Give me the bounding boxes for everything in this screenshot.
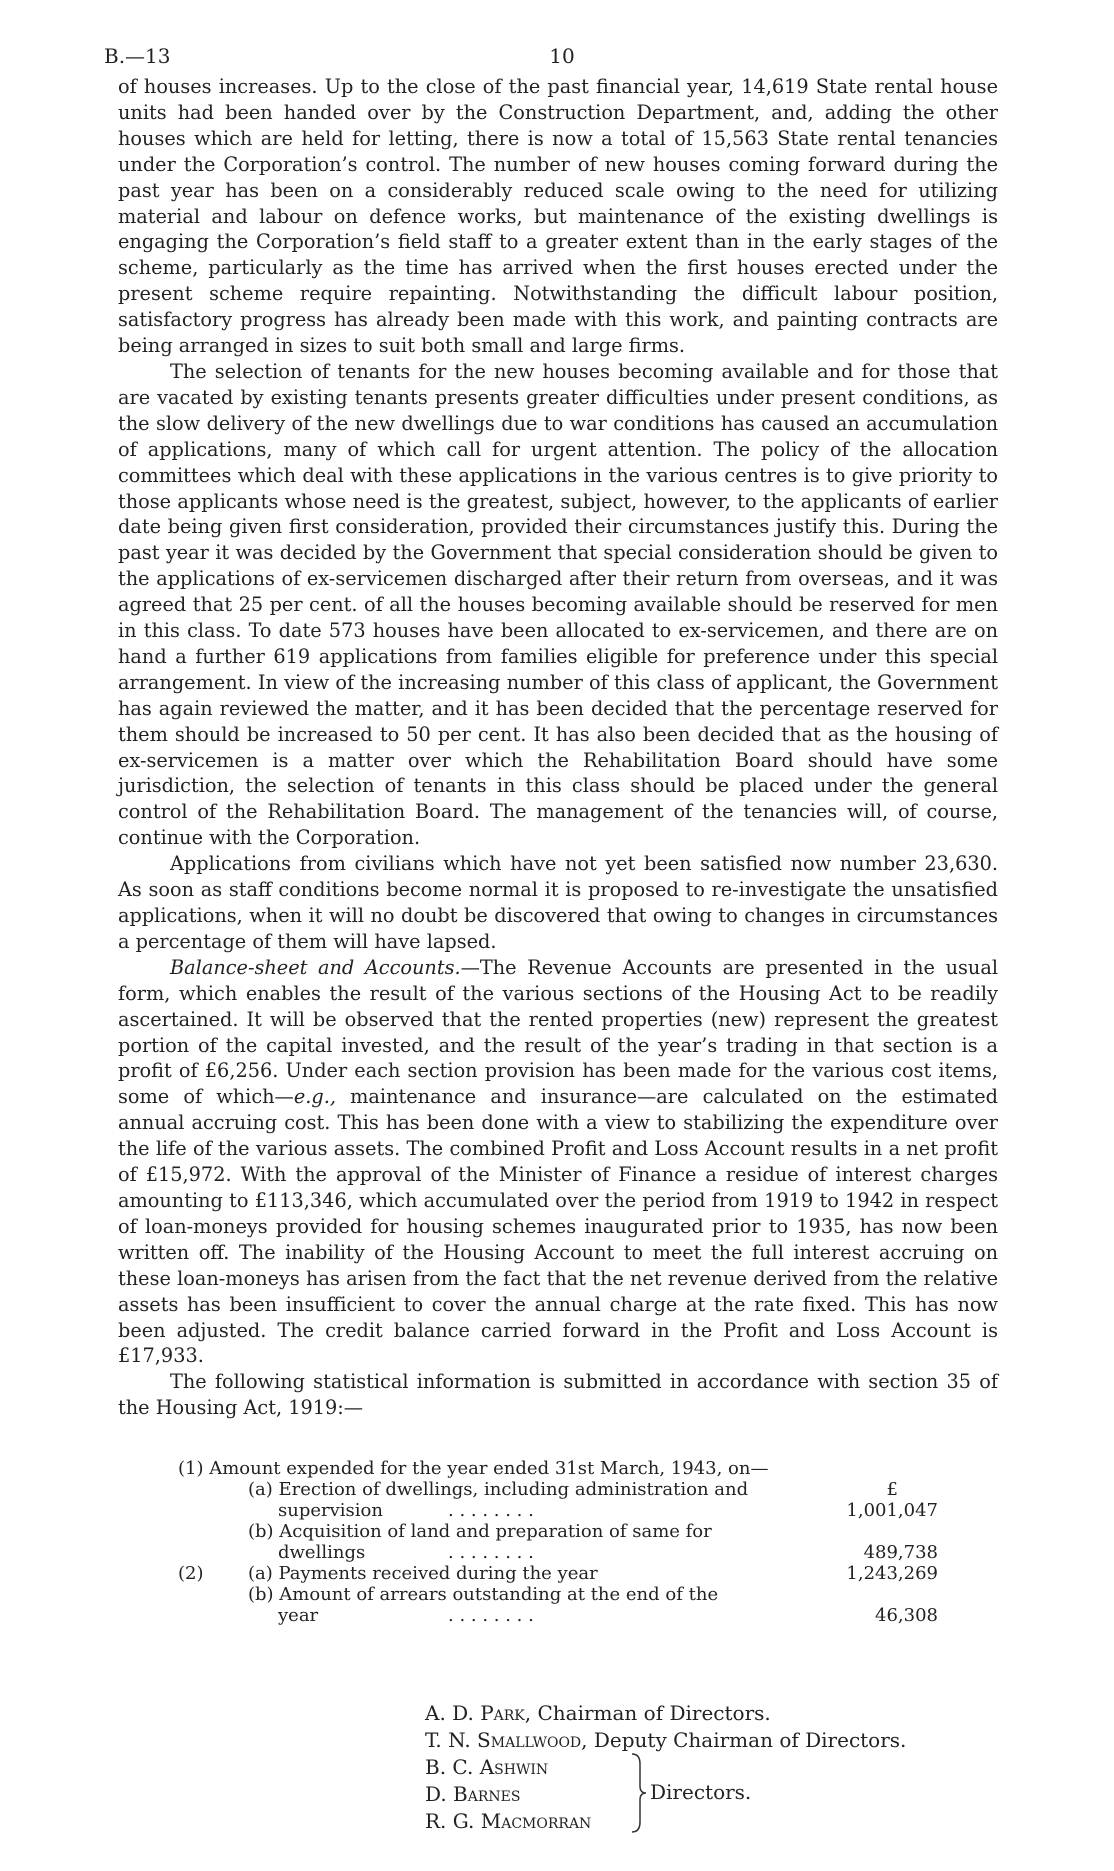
director-name: D. Barnes	[425, 1782, 521, 1806]
brace-icon	[628, 1752, 648, 1834]
stats-row	[118, 1605, 998, 1626]
stats-2b-line1: (b) Amount of arrears outstanding at the end of the	[248, 1584, 719, 1605]
stats-row	[118, 1521, 998, 1542]
director-name: R. G. Macmorran	[425, 1809, 592, 1833]
stats-1b-line2: dwellings	[278, 1542, 366, 1563]
balance-text: —The Revenue Accounts are presented in the usual form, which enables the result of the various sections of the Housing Act to be readily ascertained. It will be observed that the rented properties (new) represent the greatest portion of the capital invested, and the result of the year’s trading in that section is a profit of £6,256. Under each section provision has been made for the various cost items, some of which—	[118, 955, 998, 1109]
stats-2b-value: 46,308	[875, 1605, 938, 1626]
page-number: 10	[549, 44, 575, 68]
stats-1a-line1: (a) Erection of dwellings, including administration and	[248, 1479, 749, 1500]
stats-2a-value: 1,243,269	[846, 1563, 938, 1584]
stats-1b-value: 489,738	[863, 1542, 938, 1563]
currency-symbol: £	[886, 1479, 898, 1500]
directors-label: Directors.	[650, 1780, 752, 1804]
body-text	[118, 74, 998, 1421]
stats-row	[118, 1500, 998, 1521]
stats-row	[118, 1542, 998, 1563]
director-name: B. C. Ashwin	[425, 1755, 549, 1779]
stats-2a-line: (a) Payments received during the year	[248, 1563, 598, 1584]
stats-intro: The following statistical information is submitted in accordance with section 35 of the Housing Act, 1919:—	[118, 1370, 998, 1420]
paragraph-1: of houses increases. Up to the close of the past financial year, 14,619 State rental house units had been handed over by the Construction Department, and, adding the other houses which are held for letting, there is now a total of 15,563 State rental tenancies under the Corporation’s control. The number of new houses coming forward during the past year has been on a considerably reduced scale owing to the need for utilizing material and labour on defence works, but maintenance of the existing dwellings is engaging the Corporation’s field staff to a greater extent than in the early stages of the scheme, particularly as the time has arrived when the first houses erected under the present scheme require repainting. Notwithstanding the difficult labour position, satisfactory progress has already been made with this work, and painting contracts are being arranged in sizes to suit both small and large firms.	[118, 75, 998, 358]
deputy-chairman-title: Deputy Chairman of Directors.	[587, 1728, 907, 1752]
chairman-title: Chairman of Directors.	[531, 1701, 771, 1725]
stats-1a-value: 1,001,047	[846, 1500, 938, 1521]
paragraph-3: Applications from civilians which have not yet been satisfied now number 23,630. As soon as staff conditions become normal it is proposed to re-investigate the unsatisfied applications, when it will no doubt be discovered that owing to changes in circumstances a percentage of them will have lapsed.	[118, 852, 998, 953]
stats-row	[118, 1458, 998, 1479]
paragraph-balance	[118, 955, 998, 1370]
dot-leaders: . . . . . . . .	[448, 1500, 534, 1521]
signatures	[425, 1700, 906, 1835]
dot-leaders: . . . . . . . .	[448, 1542, 534, 1563]
signatory-deputy-chairman	[425, 1727, 906, 1754]
stats-item-1: (1) Amount expended for the year ended 31st March, 1943, on—	[178, 1458, 769, 1479]
report-reference: B.—13	[104, 44, 171, 68]
balance-eg: e.g.,	[293, 1085, 336, 1109]
balance-heading: Balance-sheet and Accounts.	[170, 955, 461, 979]
stats-row	[118, 1479, 998, 1500]
stats-row	[118, 1584, 998, 1605]
deputy-chairman-name: T. N. Smallwood,	[425, 1728, 588, 1752]
dot-leaders: . . . . . . . .	[448, 1605, 534, 1626]
paragraph-2: The selection of tenants for the new houses becoming available and for those that are vacated by existing tenants presents greater difficulties under present conditions, as the slow delivery of the new dwellings due to war conditions has caused an accumulation of applications, many of which call for urgent attention. The policy of the allocation committees which deal with these applications in the various centres is to give priority to those applicants whose need is the greatest, subject, however, to the applicants of earlier date being given first consideration, provided their circumstances justify this. During the past year it was decided by the Government that special consideration should be given to the applications of ex-servicemen discharged after their return from overseas, and it was agreed that 25 per cent. of all the houses becoming available should be reserved for men in this class. To date 573 houses have been allocated to ex-servicemen, and there are on hand a further 619 applications from families eligible for preference under this special arrangement. In view of the increasing number of this class of applicant, the Government has again reviewed the matter, and it has been decided that the percentage reserved for them should be increased to 50 per cent. It has also been decided that as the housing of ex-servicemen is a matter over which the Rehabilitation Board should have some jurisdiction, the selection of tenants in this class should be placed under the general control of the Rehabilitation Board. The management of the tenancies will, of course, continue with the Corporation.	[118, 359, 998, 850]
stats-1b-line1: (b) Acquisition of land and preparation of same for	[248, 1521, 712, 1542]
balance-text-2: maintenance and insurance—are calculated on the estimated annual accruing cost. This has been done with a view to stabilizing the expenditure over the life of the various assets. The combined Profit and Loss Account results in a net profit of £15,972. With the approval of the Minister of Finance a residue of interest charges amounting to £113,346, which accumulated over the period from 1919 to 1942 in respect of loan-moneys provided for housing schemes inaugurated prior to 1935, has now been written off. The inability of the Housing Account to meet the full interest accruing on these loan-moneys has arisen from the fact that the net revenue derived from the relative assets has been insufficient to cover the annual charge at the rate fixed. This has now been adjusted. The credit balance carried forward in the Profit and Loss Account is £17,933.	[118, 1085, 998, 1368]
stats-1a-line2: supervision	[278, 1500, 383, 1521]
stats-2b-line2: year	[278, 1605, 319, 1626]
chairman-name: A. D. Park,	[425, 1701, 532, 1725]
signatory-chairman	[425, 1700, 906, 1727]
statistics-list	[118, 1458, 998, 1626]
stats-row	[118, 1563, 998, 1584]
stats-item-2-number: (2)	[178, 1563, 204, 1584]
